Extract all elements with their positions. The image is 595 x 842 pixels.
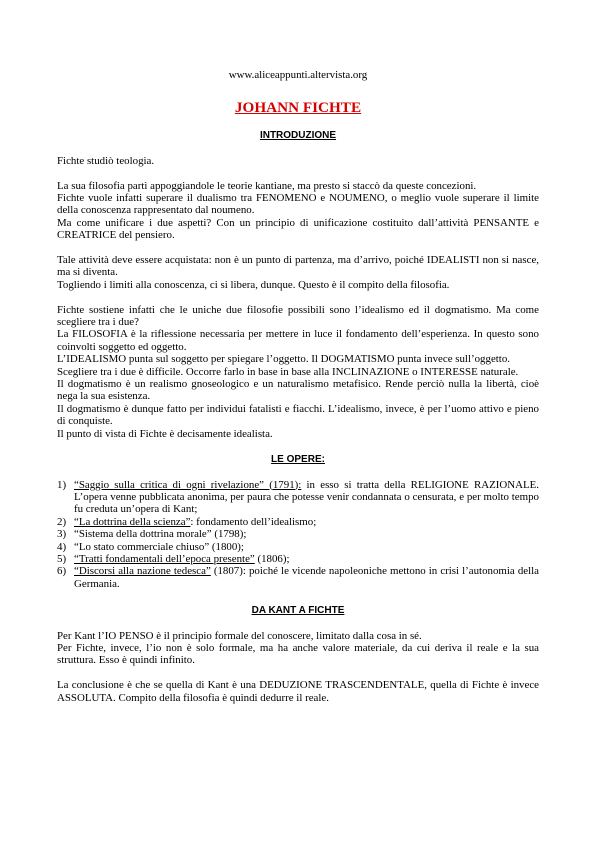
paragraph: Il punto di vista di Fichte è decisamente idealista. (57, 427, 273, 440)
paragraph: La sua filosofia partì appoggiandole le teorie kantiane, ma presto si staccò da queste concezioni. (57, 179, 477, 192)
list-number: 3) (57, 528, 67, 541)
paragraph: Il dogmatismo è un realismo gnoseologico e un naturalismo metafisico. Rende perciò nulla la libertà, cioè nega la sua esistenza. (57, 378, 539, 403)
list-number: 4) (57, 540, 67, 553)
work-title: “Discorsi alla nazione tedesca” (74, 565, 211, 578)
paragraph: Per Kant l’IO PENSO è il principio formale del conoscere, limitato dalla cosa in sé. (57, 629, 422, 642)
paragraph: La conclusione è che se quella di Kant è una DEDUZIONE TRASCENDENTALE, quella di Fichte è invece ASSOLUTA. Compito della filosofia è quindi dedurre il reale. (57, 679, 539, 704)
list-item (57, 516, 539, 528)
site-url: www.aliceappunti.altervista.org (228, 69, 368, 81)
paragraph: Il dogmatismo è dunque fatto per individui fatalisti e fiacchi. L’idealismo, invece, è per l’uomo attivo e pieno di conquiste. (57, 402, 539, 428)
section-heading-intro: INTRODUZIONE (259, 130, 337, 142)
work-description: : fondamento dell’idealismo; (190, 515, 317, 528)
paragraph: L’IDEALISMO punta sul soggetto per spiegare l’oggetto. Il DOGMATISMO punta invece sull’oggetto. (57, 353, 510, 366)
page-title: JOHANN FICHTE (234, 99, 362, 117)
paragraph: Fichte studiò teologia. (57, 154, 155, 167)
works-list (57, 479, 539, 591)
work-description: “Lo stato commerciale chiuso” (1800); (74, 540, 244, 553)
work-description: (1807): poiché le vicende napoleoniche mettono in crisi l’autonomia della Germania. (74, 565, 539, 590)
list-number: 5) (57, 552, 67, 565)
section-heading-works: LE OPERE: (271, 454, 325, 466)
work-title: “Tratti fondamentali dell’epoca presente” (74, 552, 255, 565)
list-item (57, 479, 539, 516)
list-number: 2) (57, 515, 67, 528)
list-item (57, 541, 539, 553)
paragraph: Ma come unificare i due aspetti? Con un principio di unificazione costituito dall’attività PENSANTE e CREATRICE del pensiero. (57, 216, 539, 242)
list-item (57, 565, 539, 590)
work-description: (1806); (254, 552, 290, 565)
work-title: “Saggio sulla critica di ogni rivelazione” (1791): (74, 478, 302, 491)
work-title: “La dottrina della scienza” (74, 515, 191, 528)
paragraph: Fichte vuole infatti superare il dualismo tra FENOMENO e NOUMENO, o meglio vuole superare il limite della conoscenza rappresentato dal noumeno. (57, 192, 539, 217)
work-description: in esso si tratta della RELIGIONE RAZIONALE. L’opera venne pubblicata anonima, per paura che potesse venir condannata o censurata, e per molto tempo fu creduta un’opera di Kant; (74, 478, 539, 516)
list-number: 1) (57, 478, 67, 491)
paragraph: Per Fichte, invece, l’io non è solo formale, ma ha anche valore materiale, da cui deriva il reale e la sua struttura. Esso è quindi infinito. (57, 641, 539, 667)
paragraph: La FILOSOFIA è la riflessione necessaria per mettere in luce il fondamento dell’esperienza. In questo sono coinvolti soggetto ed oggetto. (57, 328, 539, 353)
paragraph: Tale attività deve essere acquistata: non è un punto di partenza, ma d’arrivo, poiché IDEALISTI non si nasce, ma si diventa. (57, 254, 539, 279)
work-description: “Sistema della dottrina morale” (1798); (74, 528, 247, 541)
paragraph: Fichte sostiene infatti che le uniche due filosofie possibili sono l’idealismo ed il dogmatismo. Ma come scegliere tra i due? (57, 303, 539, 329)
paragraph: Togliendo i limiti alla conoscenza, ci si libera, dunque. Questo è il compito della filosofia. (57, 278, 450, 291)
document-page (57, 69, 539, 704)
list-item (57, 528, 539, 540)
list-number: 6) (57, 565, 67, 578)
section-heading-kant: DA KANT A FICHTE (251, 605, 345, 617)
list-item (57, 553, 539, 565)
paragraph: Scegliere tra i due è difficile. Occorre farlo in base in base alla INCLINAZIONE o INTERESSE naturale. (57, 365, 519, 378)
